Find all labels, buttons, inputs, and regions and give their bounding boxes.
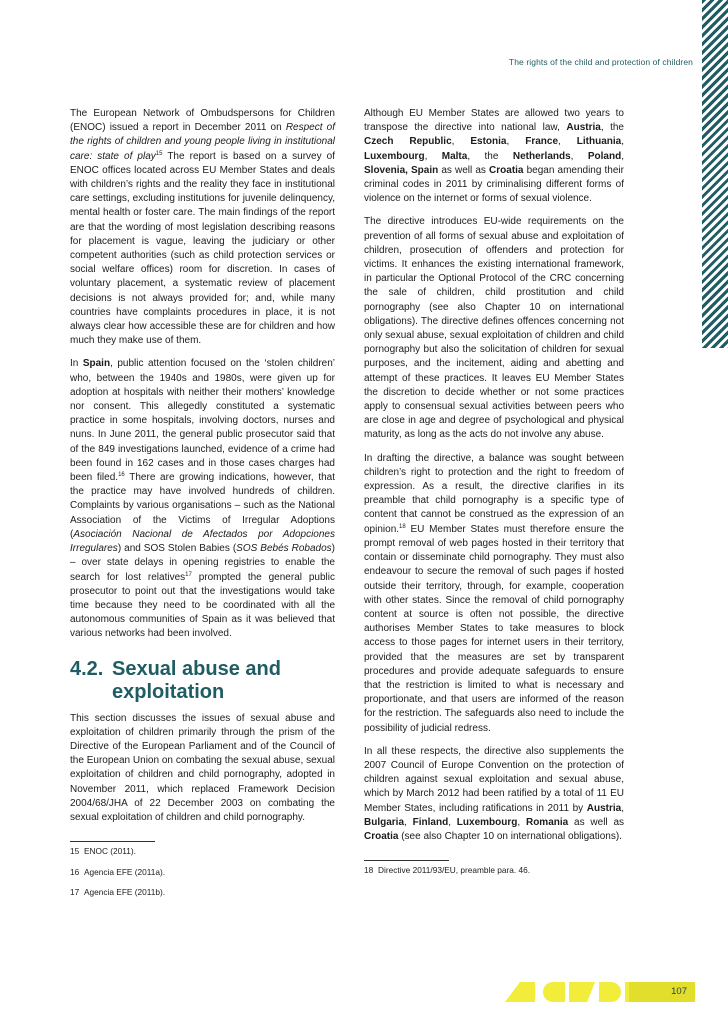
section-number: 4.2.: [70, 657, 104, 680]
section-title-line1: Sexual abuse and: [112, 657, 281, 680]
footnote-divider: [364, 860, 449, 861]
right-column: [364, 107, 624, 886]
running-head: The rights of the child and protection of children: [508, 57, 693, 67]
paragraph-section-intro: This section discusses the issues of sexual abuse and exploitation of children primarily through the prism of the Directive of the European Parliament and of the Council of the European Union on combating the sexual abuse, sexual exploitation of children and child pornography, adopted in November 2011, which replaced Framework Decision 2004/68/JHA of 22 December 2003 on combating the sexual exploitation of children and child pornography.: [70, 712, 335, 823]
section-title-line2: exploitation: [112, 680, 225, 703]
paragraph-convention: In all these respects, the directive also supplements the 2007 Council of Europe Convention on the protection of children against sexual exploitation and sexual abuse, which by March 2012 had been ratified by a total of 11 EU Member States, including ratifications in 2011 by Austria, Bulgaria, Finland, Luxembourg, Romania as well as Croatia (see also Chapter 10 on international obligations).: [364, 745, 625, 842]
paragraph-drafting: In drafting the directive, a balance was sought between children’s right to protection and the right to freedom of expression. As a result, the directive clarifies in its preamble that child pornography is a specific type of content that cannot be construed as the expression of an opinion.$^{18}$ EU Member States must therefore ensure the prompt removal of web pages hosted in their territory that contain or disseminate child pornography. They must also endeavour to secure the removal of such pages if hosted outside their territory, through, for example, cooperation with other states. Since the removal of child pornography content at source is often not possible, the directive authorises Member States to take measures to block access to those pages for internet users in their territory, provided that the measures are set by transparent procedures and provide adequate safeguards to ensure that the restriction is limited to what is necessary and proportionate, and that users are informed of the reason for the restriction. The safeguards also need to include the possibility of judicial redress.: [364, 452, 624, 734]
footnote: 16 Agencia EFE (2011a).: [70, 866, 166, 877]
footnote-divider: [70, 841, 155, 842]
section-heading: [70, 658, 335, 704]
paragraph-transposition: Although EU Member States are allowed two years to transpose the directive into national law, Austria, the Czech Republic, Estonia, France, Lithuania, Luxembourg, Malta, the Netherlands, Poland, Slovenia, Spain as well as Croatia began amending their criminal codes in 2011 by criminalising different forms of violence on the internet or forms of sexual violence.: [364, 108, 624, 205]
paragraph-spain: In Spain, public attention focused on the ‘stolen children’ who, between the 1940s and 1980s, were given up for adoption at hospitals with neither their mothers’ knowledge nor consent. This allegedly constituted a systematic practice in some hospitals, involving doctors, nurses and nuns. In June 2011, the general public prosecutor said that of the 849 investigations launched, evidence of a crime had been found in 162 cases and in those cases charges had been filed.$^{16}$ There are growing indications, however, that the practice may have involved hundreds of children. Complaints by various organisations – such as the National Association of the Victims of Irregular Adoptions (Asociación Nacional de Afectados por Adopciones Irregulares) and SOS Stolen Babies (SOS Bebés Robados) – over state delays in opening registries to enable the search for lost relatives$^{17}$ prompted the general public prosecutor to point out that the investigations would take time because they need to be coordinated with all the autonomous communities of Spain as it was believed that various networks had been involved.: [70, 358, 335, 640]
page-number: 107: [629, 982, 695, 1002]
footnote-ref-15[interactable]: 15: [155, 150, 163, 157]
footnote: 17 Agencia EFE (2011b).: [70, 887, 166, 898]
decorative-stripes: [702, 0, 728, 348]
footnote: 15 ENOC (2011).: [70, 846, 136, 857]
paragraph-directive-requirements: The directive introduces EU-wide requirements on the prevention of all forms of sexual abuse and exploitation of children, prosecution of offenders and protection for victims. It enhances the existing international framework, in particular the Optional Protocol of the CRC concerning the sale of children, child prostitution and child pornography (see also Chapter 10 on international obligations). The directive defines offences concerning not only sexual abuse, sexual exploitation of children and child pornography but also the solicitation of children for sexual purposes, and the incitement, aiding and abetting and attempt of these practices. It leaves EU Member States the discretion to decide whether or not some practices apply to consensual sexual activities between peers who are close in age and degree of psychological and physical maturity, as long as the acts do not involve any abuse.: [364, 216, 624, 441]
footnote-ref-17[interactable]: 17: [185, 571, 192, 578]
footnote-ref-16[interactable]: 16: [118, 472, 125, 479]
footnote-ref-18[interactable]: 18: [399, 523, 406, 530]
footnote: 18 Directive 2011/93/EU, preamble para. 46.: [364, 865, 531, 876]
left-column: [70, 107, 335, 908]
paragraph-enoc: The European Network of Ombudspersons for Children (ENOC) issued a report in December 2011 on Respect of the rights of children and young people living in institutional care: state of play$^{15}$ The report is based on a survey of ENOC offices located across EU Member States and deals with children’s rights and the reality they face in institutional care settings, excluding institutions for juvenile delinquency, mental health or foster care. The main findings of the report are that the wording of most legislation describing reasons for placement is vague, leaving the judiciary or other competent authorities (such as child protection services or social welfare offices) room for discretion. In cases of voluntary placement, a systematic review of placement decisions is not always provided for; and, while many countries have complaints procedures in place, it is not always clear how accessible these are for children and how much they make use of them.: [70, 108, 335, 347]
